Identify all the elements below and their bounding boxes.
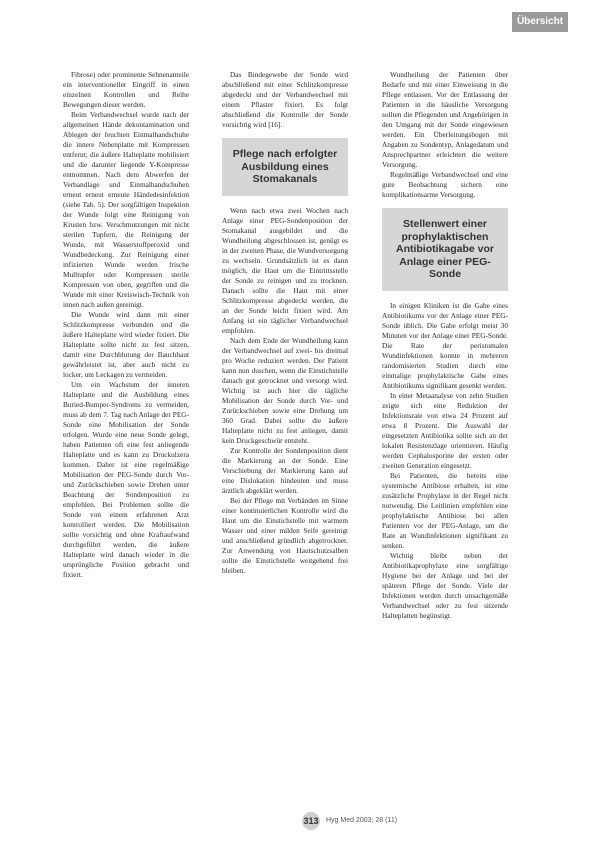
journal-citation: Hyg Med 2003; 28 (11) [326,817,398,824]
paragraph: Fibrose) oder prominente Sehnenanteile ein interventioneller Eingriff in einen einzelnen Kontrollen und Reihe Bewegungen dieser werden. [63,70,189,109]
text-column-1 [63,70,189,840]
paragraph: Zur Kontrolle der Sondenposition dient die Markierung an der Sonde. Eine Verschiebung der Markierung kann auf eine Dislokation hindeuten und muss ärztlich abgeklärt werden. [222,445,348,495]
paragraph: Die Wunde wird dann mit einer Schlitzkompresse verbunden und die äußere Halteplatte wird wieder fixiert. Die Halteplatte sollte nicht zu fest sitzen, damit eine Durchblutung der Bauchhaut gewährleistet ist, aber auch nicht zu locker, um Leckagen zu vermeiden. [63,310,189,379]
paragraph: In einer Metaanalyse von zehn Studien zeigte sich eine Reduktion der Infektionsrate von etwa 24 Prozent auf etwa 8 Prozent. Die Auswahl der eingesetzten Antibiotika sollte sich an der lokalen Resistenzlage orientieren. Häufig werden Cephalosporine der ersten oder zweiten Generation eingesetzt. [382,390,508,470]
paragraph: Nach dem Ende der Wundheilung kann der Verbandwechsel auf zwei- bis dreimal pro Woche reduziert werden. Der Patient kann nun duschen, wenn die Einstichstelle danach gut getrocknet und versorgt wird. Wichtig ist auch hier die tägliche Mobilisation der Sonde durch Vor- und Zurückschieben sowie eine Drehung um 360 Grad. Dabei sollte die äußere Halteplatte nicht zu fest anliegen, damit kein Druckgeschwür entsteht. [222,335,348,445]
paragraph: Regelmäßige Verbandwechsel und eine gute Beobachtung sichern eine komplikationsarme Versorgung. [382,170,508,199]
section-heading: Stellenwert einer prophylaktischen Antibiotikagabe vor Anlage einer PEG-Sonde [382,208,508,291]
paragraph: In einigen Kliniken ist die Gabe eines Antibiotikums vor der Anlage einer PEG-Sonde üblich. Die Gabe erfolgt meist 30 Minuten vor der Anlage einer PEG-Sonde. Die Rate der peristomalen Wundinfektionen konnte in mehreren randomisierten Studien durch eine einmalige prophylaktische Gabe eines Antibiotikums signifikant gesenkt werden. [382,300,508,390]
paragraph: Das Bindegewebe der Sonde wird abschließend mit einer Schlitzkompresse abgedeckt und der Verbandwechsel mit einem Pflaster fixiert. Es folgt abschließend die Kontrolle der Sonde vorsichtig wird [16]. [222,70,348,129]
paragraph: Bei der Pflege mit Verbänden im Sinne einer kontinuierlichen Kontrolle wird die Haut um die Einstichstelle mit warmem Wasser und einer milden Seife gereinigt und anschließend gründlich abgetrocknet. Zur Anwendung von Hautschutzsalben sollte die Einstichstelle weitgehend frei bleiben. [222,495,348,575]
paragraph: Um ein Wachstum der inneren Halteplatte und die Ausbildung eines Buried-Bumper-Syndroms zu vermeiden, muss ab dem 7. Tag nach Anlage der PEG-Sonde eine Mobilisation der Sonde erfolgen. Wurde eine neue Sonde gelegt, haben Patienten oft eine fest anliegende Halteplatte und es kann zu Druckulzera kommen. Daher ist eine regelmäßige Mobilisation der PEG-Sonde durch Vor- und Zurückschieben sowie Drehen unter Beachtung der Sondenposition zu empfehlen. Bei Problemen sollte die Sonde von einem erfahrenen Arzt kontrolliert werden. Die Mobilisation sollte vorsichtig und ohne Kraftaufwand durchgeführt werden, die äußere Halteplatte wird danach wieder in die ursprüngliche Position gebracht und fixiert. [63,380,189,579]
paragraph: Wenn nach etwa zwei Wochen nach Anlage einer PEG-Sondenposition der Stomakanal ausgebildet und die Wundheilung abgeschlossen ist, genügt es in der zweiten Phase, die Wundversorgung zu wechseln. Grundsätzlich ist es dann möglich, die Haut um die Eintrittsstelle der Sonde zu reinigen und zu trocknen. Danach sollte die Haut mit einer Schlitzkompresse abgedeckt werden, die an der Sonde leicht fixiert wird. Am Anfang ist ein täglicher Verbandwechsel empfohlen. [222,205,348,335]
text-column-2 [222,70,348,840]
page-number: 313 [302,812,320,830]
paragraph: Wundheilung der Patienten über Bedarfe und mit einer Einweisung in die Pflege entlassen. Vor der Entlassung der Patienten in die häusliche Versorgung sollten die Pflegenden und Angehörigen in den Umgang mit der Sonde eingewiesen werden. Ein Überleitungsbogen mit Angaben zu Sondentyp, Anlagedatum und Ansprechpartner erleichtert die weitere Versorgung. [382,70,508,169]
section-label: Übersicht [512,12,568,32]
paragraph: Wichtig bleibt neben der Antibiotikaprophylaxe eine sorgfältige Hygiene bei der Anlage und bei der späteren Pflege der Sonde. Viele der Infektionen werden durch unsachgemäße Verbandwechsel oder zu fest sitzende Halteplatten begünstigt. [382,550,508,620]
section-heading: Pflege nach erfolgter Ausbildung eines Stomakanals [222,138,348,196]
text-column-3 [382,70,508,840]
paragraph: Beim Verbandwechsel wurde nach der allgemeinen Hände dekontamination und Ablegen der feuchten Einmalhandschuhe die innere Nebenplatte mit Kompressen entfernt; die äußere Halteplatte mobilisiert und die darunter liegende Y-Kompresse entnommen. Nach dem Abwerfen der Verbandlage und Einmalhandschuhen erneut erneut erneute Händedesinfektion (siehe Tab. 5). Der sorgfältigen Inspektion der Wunde folgt eine Reinigung von Krusten bzw. Verschmutzungen mit nicht sterilen Tupfern, die Reinigung der Wunde, mit Wasserstoffperoxid und Wundbedeckung. Zur Reinigung einer infizierten Wunde werden frische Mulltupfer oder Kompressen sterile Kompressen von oben, gegriffen und die Wunde mit einer Kreiswisch-Technik von innen nach außen gereinigt. [63,110,189,309]
paragraph: Bei Patienten, die bereits eine systemische Antibiose erhalten, ist eine zusätzliche Prophylaxe in der Regel nicht notwendig. Die Leitlinien empfehlen eine prophylaktische Antibiose bei allen Patienten vor der PEG-Anlage, um die Rate an Wundinfektionen signifikant zu senken. [382,470,508,550]
